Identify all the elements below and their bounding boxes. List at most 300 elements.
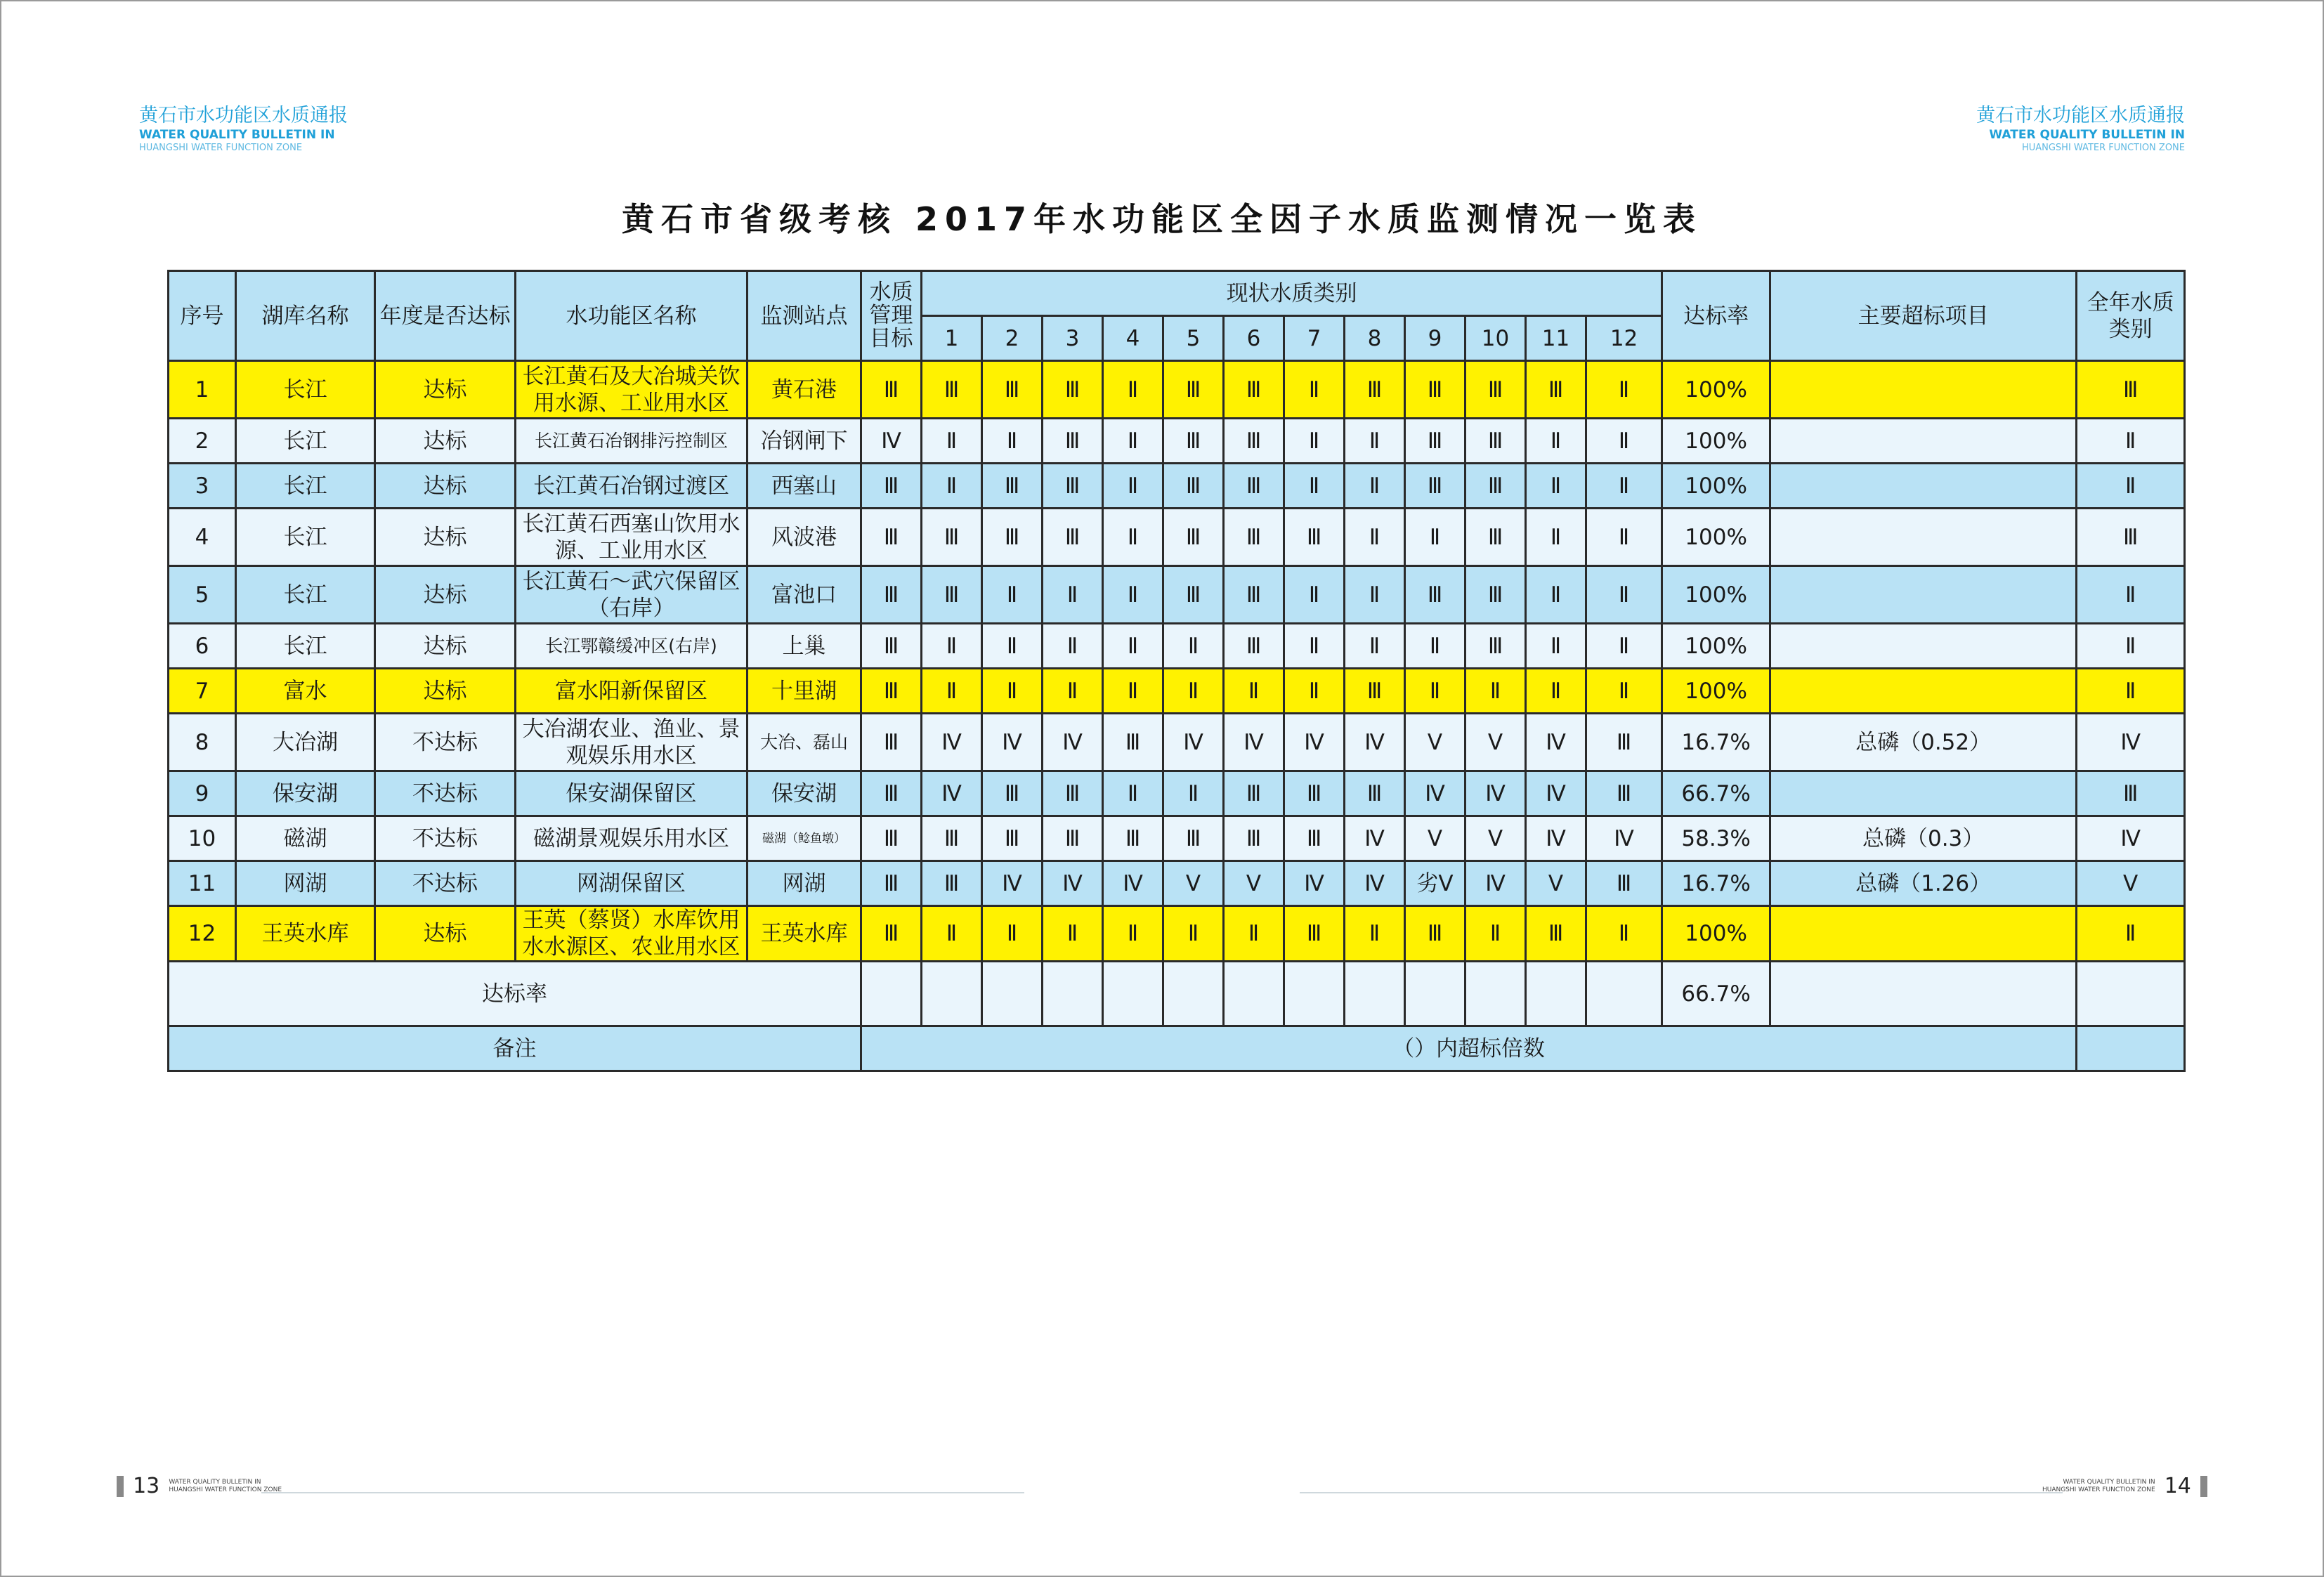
cell-month-1: Ⅲ	[922, 509, 982, 566]
summary-empty-cell	[1770, 962, 2077, 1026]
cell-zone: 保安湖保留区	[516, 771, 748, 816]
header-right	[1976, 104, 2185, 154]
cell-month-9: Ⅲ	[1405, 464, 1465, 509]
cell-month-12: Ⅱ	[1586, 509, 1662, 566]
cell-month-7: Ⅱ	[1284, 669, 1345, 714]
cell-annual: 达标	[375, 566, 516, 624]
cell-seq: 2	[169, 419, 236, 464]
cell-annual: 不达标	[375, 861, 516, 906]
header-month-9: 9	[1405, 316, 1465, 361]
cell-zone: 磁湖景观娱乐用水区	[516, 816, 748, 861]
cell-exceed	[1770, 464, 2077, 509]
header-title-cn: 黄石市水功能区水质通报	[139, 105, 348, 126]
footer-line-right	[1300, 1492, 2063, 1493]
header-subtitle-en: HUANGSHI WATER FUNCTION ZONE	[2021, 143, 2185, 153]
header-zone: 水功能区名称	[516, 271, 748, 361]
table-row	[169, 419, 2185, 464]
cell-annual: 达标	[375, 419, 516, 464]
cell-month-11: Ⅱ	[1526, 509, 1586, 566]
cell-station: 磁湖（鲶鱼墩）	[748, 816, 861, 861]
cell-lake: 长江	[236, 509, 375, 566]
cell-rate: 100%	[1662, 624, 1770, 669]
cell-month-2: Ⅳ	[982, 861, 1043, 906]
cell-station: 西塞山	[748, 464, 861, 509]
table-row	[169, 861, 2185, 906]
cell-month-3: Ⅱ	[1043, 669, 1103, 714]
summary-empty-cell	[2077, 962, 2185, 1026]
footer-line-left	[261, 1492, 1024, 1493]
cell-seq: 4	[169, 509, 236, 566]
cell-month-1: Ⅱ	[922, 669, 982, 714]
cell-target: Ⅲ	[861, 906, 922, 962]
cell-lake: 长江	[236, 419, 375, 464]
table-row	[169, 361, 2185, 419]
cell-exceed	[1770, 906, 2077, 962]
cell-month-6: Ⅲ	[1224, 624, 1284, 669]
cell-rate: 100%	[1662, 669, 1770, 714]
table-row	[169, 464, 2185, 509]
cell-zone: 大冶湖农业、渔业、景观娱乐用水区	[516, 714, 748, 771]
summary-empty-cell	[1526, 962, 1586, 1026]
cell-station: 风波港	[748, 509, 861, 566]
cell-month-2: Ⅳ	[982, 714, 1043, 771]
cell-target: Ⅲ	[861, 669, 922, 714]
cell-month-5: Ⅳ	[1163, 714, 1224, 771]
cell-month-1: Ⅲ	[922, 566, 982, 624]
header-target: 水质管理目标	[861, 271, 922, 361]
cell-month-4: Ⅱ	[1103, 624, 1163, 669]
cell-month-9: 劣Ⅴ	[1405, 861, 1465, 906]
cell-month-8: Ⅱ	[1345, 419, 1405, 464]
header-month-5: 5	[1163, 316, 1224, 361]
cell-exceed: 总磷（1.26）	[1770, 861, 2077, 906]
cell-month-2: Ⅲ	[982, 771, 1043, 816]
cell-month-1: Ⅱ	[922, 906, 982, 962]
cell-month-2: Ⅲ	[982, 816, 1043, 861]
cell-month-10: Ⅳ	[1465, 771, 1526, 816]
cell-month-6: Ⅲ	[1224, 361, 1284, 419]
cell-month-11: Ⅳ	[1526, 771, 1586, 816]
cell-month-12: Ⅲ	[1586, 714, 1662, 771]
cell-month-1: Ⅳ	[922, 771, 982, 816]
cell-lake: 长江	[236, 624, 375, 669]
cell-zone: 长江黄石冶钢排污控制区	[516, 419, 748, 464]
table-row	[169, 509, 2185, 566]
cell-month-2: Ⅱ	[982, 566, 1043, 624]
cell-month-7: Ⅲ	[1284, 509, 1345, 566]
cell-month-7: Ⅱ	[1284, 566, 1345, 624]
cell-month-8: Ⅲ	[1345, 771, 1405, 816]
cell-month-11: Ⅳ	[1526, 714, 1586, 771]
cell-exceed	[1770, 509, 2077, 566]
cell-station: 十里湖	[748, 669, 861, 714]
cell-month-3: Ⅱ	[1043, 906, 1103, 962]
cell-target: Ⅲ	[861, 771, 922, 816]
cell-month-6: Ⅲ	[1224, 816, 1284, 861]
cell-month-10: Ⅴ	[1465, 816, 1526, 861]
cell-month-11: Ⅱ	[1526, 419, 1586, 464]
cell-month-2: Ⅱ	[982, 624, 1043, 669]
cell-target: Ⅲ	[861, 861, 922, 906]
cell-target: Ⅲ	[861, 624, 922, 669]
cell-station: 保安湖	[748, 771, 861, 816]
cell-month-5: Ⅲ	[1163, 816, 1224, 861]
cell-zone: 长江黄石～武穴保留区（右岸）	[516, 566, 748, 624]
cell-month-2: Ⅱ	[982, 669, 1043, 714]
cell-seq: 10	[169, 816, 236, 861]
cell-month-10: Ⅲ	[1465, 566, 1526, 624]
cell-month-7: Ⅳ	[1284, 714, 1345, 771]
cell-month-9: Ⅴ	[1405, 816, 1465, 861]
cell-month-4: Ⅱ	[1103, 906, 1163, 962]
header-subtitle-en: HUANGSHI WATER FUNCTION ZONE	[139, 143, 303, 153]
cell-month-3: Ⅳ	[1043, 861, 1103, 906]
cell-lake: 磁湖	[236, 816, 375, 861]
cell-month-4: Ⅲ	[1103, 714, 1163, 771]
cell-annual: 达标	[375, 624, 516, 669]
cell-exceed	[1770, 419, 2077, 464]
cell-month-2: Ⅲ	[982, 464, 1043, 509]
header-month-7: 7	[1284, 316, 1345, 361]
cell-exceed	[1770, 566, 2077, 624]
cell-month-9: Ⅲ	[1405, 361, 1465, 419]
cell-month-9: Ⅲ	[1405, 906, 1465, 962]
summary-empty-cell	[1224, 962, 1284, 1026]
cell-month-7: Ⅱ	[1284, 624, 1345, 669]
cell-month-1: Ⅲ	[922, 816, 982, 861]
cell-annual-class: Ⅲ	[2077, 509, 2185, 566]
footer-bar	[2200, 1476, 2207, 1497]
cell-zone: 长江鄂赣缓冲区(右岸)	[516, 624, 748, 669]
cell-exceed	[1770, 669, 2077, 714]
note-text: （）内超标倍数	[861, 1026, 2077, 1071]
cell-seq: 3	[169, 464, 236, 509]
cell-annual-class: Ⅳ	[2077, 714, 2185, 771]
cell-month-10: Ⅲ	[1465, 624, 1526, 669]
footer-small-text	[2042, 1479, 2155, 1494]
cell-month-10: Ⅱ	[1465, 669, 1526, 714]
cell-annual-class: Ⅱ	[2077, 566, 2185, 624]
cell-month-12: Ⅱ	[1586, 361, 1662, 419]
note-label: 备注	[169, 1026, 861, 1071]
note-empty-cell	[2077, 1026, 2185, 1071]
table-row	[169, 714, 2185, 771]
header-left	[139, 104, 348, 154]
page-number-left: 13	[133, 1474, 160, 1498]
footer-small-line-1: WATER QUALITY BULLETIN IN	[169, 1478, 261, 1486]
cell-month-6: Ⅱ	[1224, 669, 1284, 714]
header-title-cn: 黄石市水功能区水质通报	[1976, 105, 2185, 126]
cell-month-9: Ⅲ	[1405, 419, 1465, 464]
cell-month-5: Ⅲ	[1163, 566, 1224, 624]
cell-month-3: Ⅲ	[1043, 509, 1103, 566]
cell-station: 富池口	[748, 566, 861, 624]
note-row	[169, 1026, 2185, 1071]
header-month-10: 10	[1465, 316, 1526, 361]
cell-rate: 66.7%	[1662, 771, 1770, 816]
cell-month-4: Ⅱ	[1103, 509, 1163, 566]
cell-zone: 富水阳新保留区	[516, 669, 748, 714]
header-seq: 序号	[169, 271, 236, 361]
cell-seq: 1	[169, 361, 236, 419]
summary-empty-cell	[922, 962, 982, 1026]
table-row	[169, 816, 2185, 861]
cell-month-8: Ⅱ	[1345, 509, 1405, 566]
cell-month-10: Ⅲ	[1465, 509, 1526, 566]
cell-month-11: Ⅲ	[1526, 906, 1586, 962]
header-title-en: WATER QUALITY BULLETIN IN	[1989, 128, 2185, 142]
cell-annual: 达标	[375, 361, 516, 419]
cell-month-2: Ⅲ	[982, 361, 1043, 419]
table-row	[169, 771, 2185, 816]
cell-target: Ⅲ	[861, 714, 922, 771]
cell-month-8: Ⅱ	[1345, 464, 1405, 509]
summary-empty-cell	[982, 962, 1043, 1026]
cell-month-4: Ⅱ	[1103, 566, 1163, 624]
cell-target: Ⅲ	[861, 361, 922, 419]
cell-seq: 6	[169, 624, 236, 669]
cell-rate: 100%	[1662, 464, 1770, 509]
page-title: 黄石市省级考核 2017年水功能区全因子水质监测情况一览表	[621, 200, 1703, 238]
cell-month-9: Ⅱ	[1405, 509, 1465, 566]
header-month-4: 4	[1103, 316, 1163, 361]
cell-zone: 长江黄石西塞山饮用水源、工业用水区	[516, 509, 748, 566]
cell-annual: 达标	[375, 464, 516, 509]
cell-seq: 7	[169, 669, 236, 714]
cell-month-10: Ⅴ	[1465, 714, 1526, 771]
cell-month-8: Ⅳ	[1345, 861, 1405, 906]
table-row	[169, 906, 2185, 962]
cell-month-9: Ⅳ	[1405, 771, 1465, 816]
cell-lake: 长江	[236, 464, 375, 509]
cell-month-5: Ⅲ	[1163, 509, 1224, 566]
cell-month-7: Ⅱ	[1284, 361, 1345, 419]
cell-month-3: Ⅱ	[1043, 566, 1103, 624]
cell-month-4: Ⅱ	[1103, 771, 1163, 816]
cell-seq: 5	[169, 566, 236, 624]
cell-month-11: Ⅱ	[1526, 669, 1586, 714]
cell-month-3: Ⅲ	[1043, 361, 1103, 419]
cell-month-1: Ⅲ	[922, 861, 982, 906]
summary-label: 达标率	[169, 962, 861, 1026]
cell-month-10: Ⅳ	[1465, 861, 1526, 906]
cell-month-8: Ⅳ	[1345, 714, 1405, 771]
summary-empty-cell	[1345, 962, 1405, 1026]
cell-month-8: Ⅱ	[1345, 624, 1405, 669]
cell-target: Ⅲ	[861, 509, 922, 566]
cell-target: Ⅲ	[861, 566, 922, 624]
cell-month-1: Ⅱ	[922, 419, 982, 464]
cell-exceed	[1770, 771, 2077, 816]
summary-empty-cell	[1465, 962, 1526, 1026]
cell-month-11: Ⅳ	[1526, 816, 1586, 861]
cell-annual-class: Ⅱ	[2077, 464, 2185, 509]
cell-month-6: Ⅲ	[1224, 464, 1284, 509]
cell-zone: 王英（蔡贤）水库饮用水水源区、农业用水区	[516, 906, 748, 962]
cell-seq: 12	[169, 906, 236, 962]
summary-row	[169, 962, 2185, 1026]
header-rate: 达标率	[1662, 271, 1770, 361]
cell-lake: 大冶湖	[236, 714, 375, 771]
cell-month-6: Ⅲ	[1224, 771, 1284, 816]
cell-month-8: Ⅲ	[1345, 669, 1405, 714]
cell-seq: 9	[169, 771, 236, 816]
cell-month-5: Ⅱ	[1163, 906, 1224, 962]
header-month-6: 6	[1224, 316, 1284, 361]
cell-month-9: Ⅲ	[1405, 566, 1465, 624]
cell-month-8: Ⅲ	[1345, 361, 1405, 419]
cell-month-7: Ⅲ	[1284, 906, 1345, 962]
cell-seq: 8	[169, 714, 236, 771]
cell-month-6: Ⅳ	[1224, 714, 1284, 771]
cell-month-6: Ⅱ	[1224, 906, 1284, 962]
cell-station: 冶钢闸下	[748, 419, 861, 464]
cell-month-12: Ⅱ	[1586, 566, 1662, 624]
header-month-12: 12	[1586, 316, 1662, 361]
cell-month-4: Ⅱ	[1103, 669, 1163, 714]
cell-month-10: Ⅱ	[1465, 906, 1526, 962]
cell-lake: 保安湖	[236, 771, 375, 816]
cell-month-7: Ⅱ	[1284, 464, 1345, 509]
header-station: 监测站点	[748, 271, 861, 361]
cell-rate: 16.7%	[1662, 714, 1770, 771]
cell-month-5: Ⅱ	[1163, 624, 1224, 669]
cell-exceed	[1770, 361, 2077, 419]
cell-month-3: Ⅲ	[1043, 464, 1103, 509]
cell-month-7: Ⅱ	[1284, 419, 1345, 464]
cell-month-10: Ⅲ	[1465, 464, 1526, 509]
cell-zone: 长江黄石及大冶城关饮用水源、工业用水区	[516, 361, 748, 419]
header-current: 现状水质类别	[922, 271, 1662, 316]
cell-station: 大冶、磊山	[748, 714, 861, 771]
water-quality-table	[167, 270, 2186, 1072]
cell-month-12: Ⅱ	[1586, 624, 1662, 669]
summary-empty-cell	[1284, 962, 1345, 1026]
cell-month-6: Ⅲ	[1224, 566, 1284, 624]
cell-month-3: Ⅳ	[1043, 714, 1103, 771]
header-exceed: 主要超标项目	[1770, 271, 2077, 361]
cell-annual-class: Ⅴ	[2077, 861, 2185, 906]
cell-rate: 100%	[1662, 361, 1770, 419]
cell-month-12: Ⅱ	[1586, 906, 1662, 962]
cell-rate: 16.7%	[1662, 861, 1770, 906]
cell-annual-class: Ⅲ	[2077, 361, 2185, 419]
cell-rate: 58.3%	[1662, 816, 1770, 861]
summary-empty-cell	[1163, 962, 1224, 1026]
footer-right	[2042, 1474, 2207, 1498]
cell-month-3: Ⅲ	[1043, 771, 1103, 816]
table-row	[169, 669, 2185, 714]
cell-rate: 100%	[1662, 509, 1770, 566]
cell-zone: 长江黄石冶钢过渡区	[516, 464, 748, 509]
cell-lake: 网湖	[236, 861, 375, 906]
cell-exceed: 总磷（0.3）	[1770, 816, 2077, 861]
cell-month-3: Ⅲ	[1043, 419, 1103, 464]
table-row	[169, 566, 2185, 624]
cell-month-4: Ⅱ	[1103, 464, 1163, 509]
cell-month-5: Ⅱ	[1163, 771, 1224, 816]
cell-month-5: Ⅴ	[1163, 861, 1224, 906]
cell-month-12: Ⅲ	[1586, 771, 1662, 816]
cell-station: 上巢	[748, 624, 861, 669]
cell-month-2: Ⅲ	[982, 509, 1043, 566]
cell-month-7: Ⅲ	[1284, 816, 1345, 861]
cell-month-2: Ⅱ	[982, 906, 1043, 962]
cell-month-11: Ⅱ	[1526, 464, 1586, 509]
footer-left	[117, 1474, 282, 1498]
cell-month-5: Ⅲ	[1163, 361, 1224, 419]
cell-lake: 长江	[236, 566, 375, 624]
table-row	[169, 624, 2185, 669]
cell-month-4: Ⅲ	[1103, 816, 1163, 861]
cell-month-2: Ⅱ	[982, 419, 1043, 464]
summary-rate: 66.7%	[1662, 962, 1770, 1026]
cell-annual: 不达标	[375, 714, 516, 771]
header-month-8: 8	[1345, 316, 1405, 361]
cell-month-7: Ⅲ	[1284, 771, 1345, 816]
footer-small-text	[169, 1479, 282, 1494]
cell-month-8: Ⅳ	[1345, 816, 1405, 861]
cell-month-12: Ⅲ	[1586, 861, 1662, 906]
footer-small-line-2: HUANGSHI WATER FUNCTION ZONE	[169, 1486, 282, 1493]
cell-target: Ⅲ	[861, 464, 922, 509]
cell-month-12: Ⅱ	[1586, 464, 1662, 509]
cell-month-12: Ⅱ	[1586, 669, 1662, 714]
cell-lake: 王英水库	[236, 906, 375, 962]
cell-lake: 长江	[236, 361, 375, 419]
cell-month-1: Ⅱ	[922, 624, 982, 669]
header-month-3: 3	[1043, 316, 1103, 361]
cell-annual: 达标	[375, 509, 516, 566]
cell-month-10: Ⅲ	[1465, 419, 1526, 464]
cell-zone: 网湖保留区	[516, 861, 748, 906]
cell-month-3: Ⅲ	[1043, 816, 1103, 861]
cell-month-1: Ⅱ	[922, 464, 982, 509]
cell-month-3: Ⅱ	[1043, 624, 1103, 669]
cell-month-11: Ⅱ	[1526, 624, 1586, 669]
page-number-right: 14	[2164, 1474, 2191, 1498]
cell-month-4: Ⅱ	[1103, 361, 1163, 419]
cell-annual-class: Ⅱ	[2077, 669, 2185, 714]
cell-month-6: Ⅲ	[1224, 509, 1284, 566]
cell-month-4: Ⅳ	[1103, 861, 1163, 906]
header-title-en: WATER QUALITY BULLETIN IN	[139, 128, 335, 142]
summary-empty-cell	[1043, 962, 1103, 1026]
cell-annual-class: Ⅱ	[2077, 624, 2185, 669]
cell-month-12: Ⅱ	[1586, 419, 1662, 464]
footer-small-line-1: WATER QUALITY BULLETIN IN	[2063, 1478, 2155, 1486]
header-annual-class: 全年水质类别	[2077, 271, 2185, 361]
cell-station: 网湖	[748, 861, 861, 906]
cell-seq: 11	[169, 861, 236, 906]
header-month-1: 1	[922, 316, 982, 361]
cell-month-6: Ⅲ	[1224, 419, 1284, 464]
cell-exceed	[1770, 624, 2077, 669]
cell-lake: 富水	[236, 669, 375, 714]
cell-month-12: Ⅳ	[1586, 816, 1662, 861]
cell-month-9: Ⅱ	[1405, 624, 1465, 669]
cell-month-8: Ⅱ	[1345, 566, 1405, 624]
cell-month-5: Ⅱ	[1163, 669, 1224, 714]
cell-annual: 达标	[375, 906, 516, 962]
footer-bar	[117, 1476, 124, 1497]
cell-month-1: Ⅳ	[922, 714, 982, 771]
header-month-11: 11	[1526, 316, 1586, 361]
cell-month-5: Ⅲ	[1163, 464, 1224, 509]
cell-month-9: Ⅴ	[1405, 714, 1465, 771]
cell-month-7: Ⅳ	[1284, 861, 1345, 906]
cell-annual-class: Ⅱ	[2077, 906, 2185, 962]
